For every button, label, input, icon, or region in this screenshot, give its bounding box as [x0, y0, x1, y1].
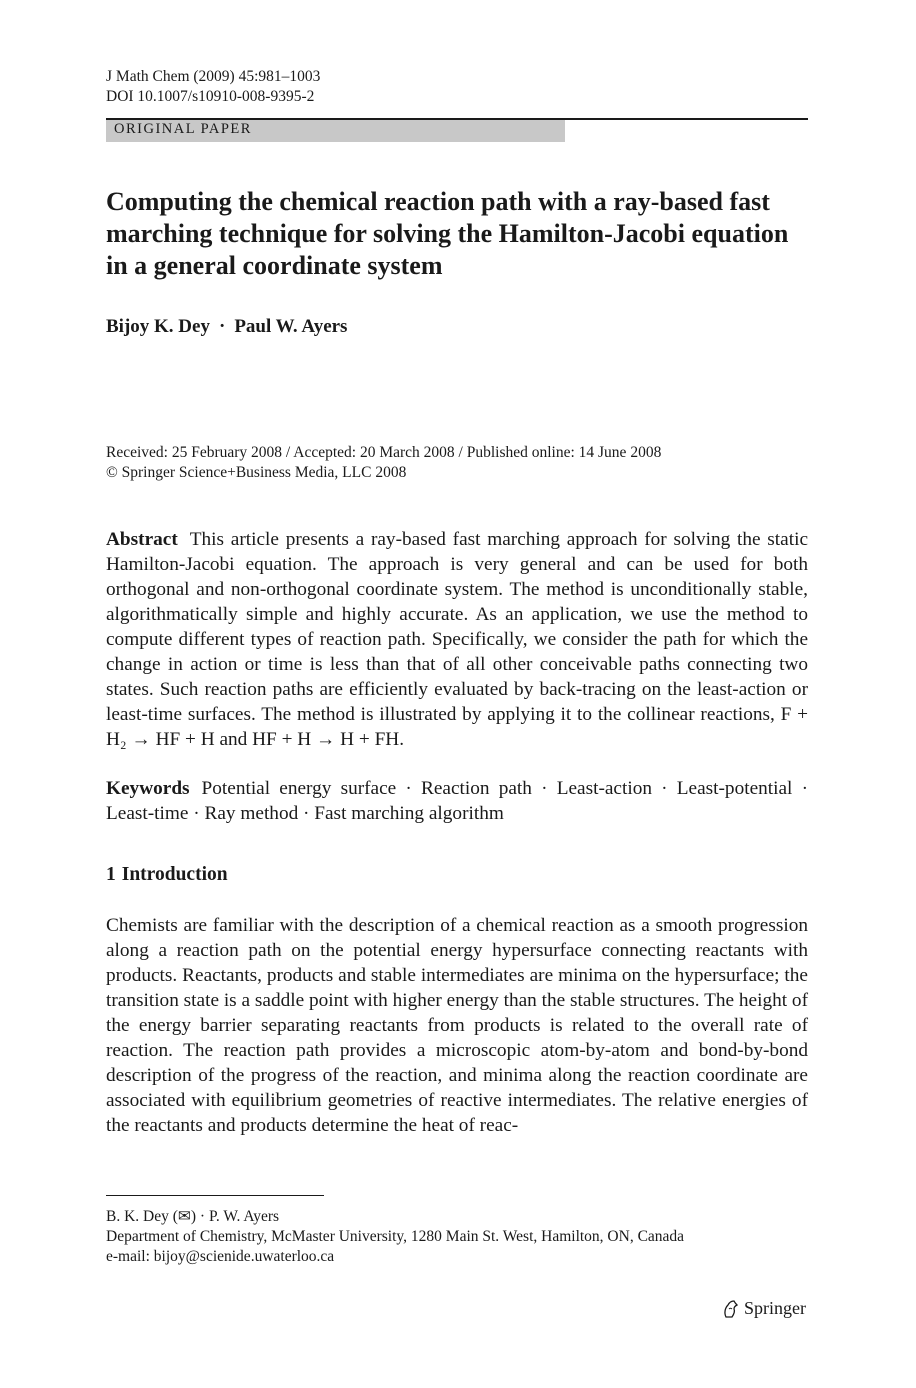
introduction-paragraph: Chemists are familiar with the description of a chemical reaction as a smooth progression along a reaction path on the potential energy hypersurface connecting reactants with products. Reactants, products and stable intermediates are minima on the hypersurface; the transition state is a saddle point with higher energy than the stable structures. The height of the energy barrier separating reactants from products is related to the overall rate of reaction. The reaction path provides a microscopic atom-by-atom and bond-by-bond description of the progress of the reaction, and minima along the reaction coordinate are associated with equilibrium geometries of reactive intermediates. The relative energies of the reactants and products determine the heat of reac-: [106, 915, 808, 1136]
keywords-label: Keywords: [106, 778, 190, 799]
doi: DOI 10.1007/s10910-008-9395-2: [106, 88, 315, 105]
section-title: Introduction: [121, 864, 228, 885]
copyright-line: © Springer Science+Business Media, LLC 2008: [106, 464, 407, 481]
journal-header: [106, 67, 320, 107]
publication-dates: [106, 443, 661, 483]
abstract-label: Abstract: [106, 529, 178, 550]
section-heading: [106, 864, 228, 886]
springer-horse-icon: [722, 1299, 740, 1319]
publisher-logo: [722, 1298, 806, 1319]
abstract-text: This article presents a ray-based fast marching approach for solving the static Hamilton-Jacobi equation. The approach is very general and can be used for both orthogonal and non-orthogonal coordinate system. The method is unconditionally stable, algorithmatically simple and highly accurate. As an application, we use the method to compute different types of reaction path. Specifically, we consider the path for which the change in action or time is less than that of all other conceivable paths connecting two states. Such reaction paths are efficiently evaluated by back-tracing on the least-action or least-time surfaces. The method is illustrated by applying it to the collinear reactions, F + H₂ → HF + H and HF + H → H + FH.: [106, 529, 808, 750]
footnote-authors: B. K. Dey (✉) · P. W. Ayers: [106, 1208, 280, 1225]
publisher-name: Springer: [744, 1298, 806, 1318]
abstract: [106, 527, 808, 752]
author-separator: ·: [218, 316, 226, 337]
journal-citation: J Math Chem (2009) 45:981–1003: [106, 68, 321, 85]
footnote-email: e-mail: bijoy@scienide.uwaterloo.ca: [106, 1248, 335, 1265]
keywords: [106, 776, 808, 826]
keywords-text: Potential energy surface · Reaction path · Least-action · Least-potential · Least-time · Ray method · Fast marching algorithm: [106, 778, 808, 824]
received-accepted-line: Received: 25 February 2008 / Accepted: 20 March 2008 / Published online: 14 June 2008: [106, 444, 662, 461]
article-type-banner: [106, 120, 565, 142]
author-name: Paul W. Ayers: [234, 316, 348, 337]
author-name: Bijoy K. Dey: [106, 316, 210, 337]
footnote-rule: [106, 1195, 324, 1196]
footnote-affiliation: Department of Chemistry, McMaster University, 1280 Main St. West, Hamilton, ON, Canada: [106, 1228, 685, 1245]
footnote: [106, 1207, 684, 1267]
article-type-label: ORIGINAL PAPER: [114, 121, 252, 137]
author-list: [106, 316, 347, 338]
paper-title: Computing the chemical reaction path with a ray-based fast marching technique for solving the Hamilton-Jacobi equation in a general coordinate system: [106, 187, 789, 280]
section-number: 1: [106, 864, 116, 885]
